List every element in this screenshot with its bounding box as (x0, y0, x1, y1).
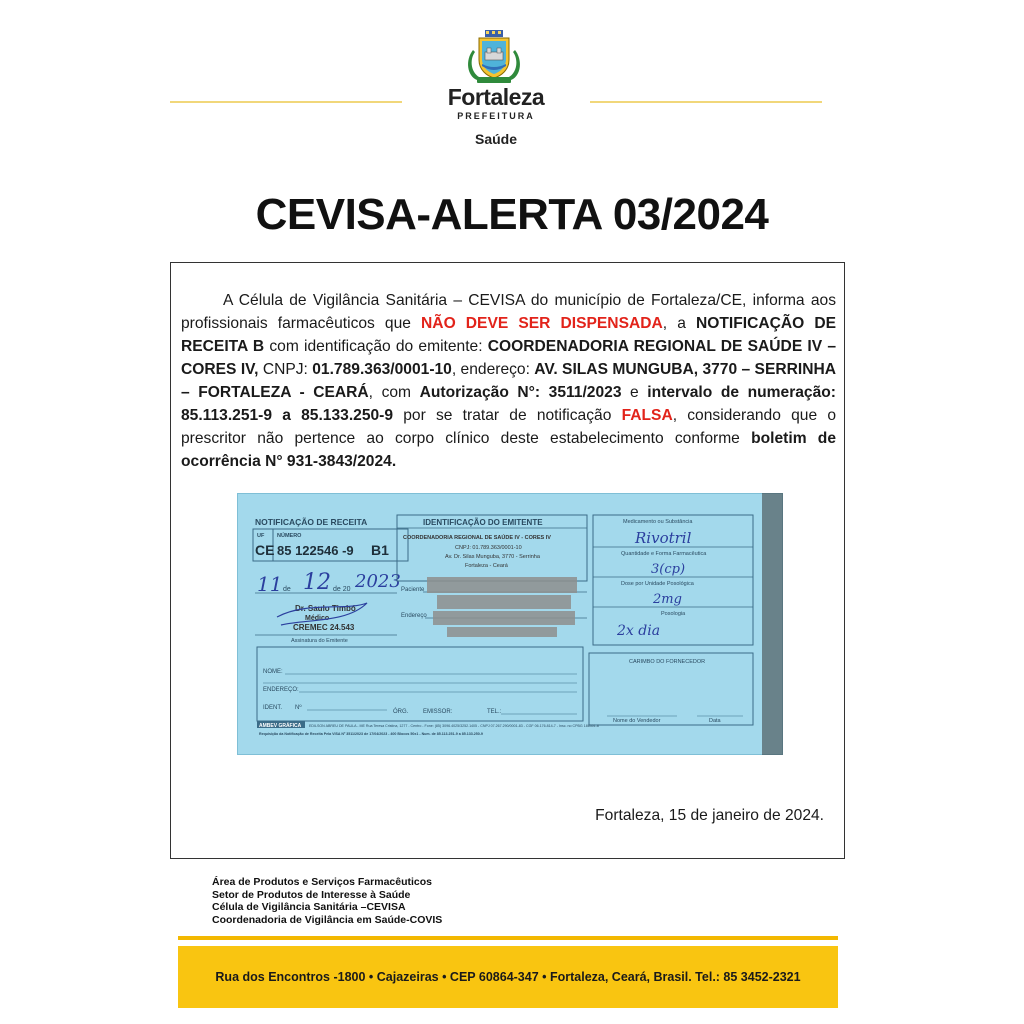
redaction-bar (447, 627, 557, 637)
alert-warning: NÃO DEVE SER DISPENSADA (421, 315, 663, 332)
form-comprador-n: Nº (295, 705, 302, 711)
alert-text: por se tratar de notificação (393, 407, 622, 424)
form-dose-label: Dose por Unidade Posológica (621, 581, 694, 587)
header-rule-right (590, 101, 822, 103)
form-date-year: 2023 (355, 571, 401, 592)
signature-line: Área de Produtos e Serviços Farmacêuticos (212, 876, 433, 888)
footer-address: Rua dos Encontros -1800 • Cajazeiras • CEP 60864-347 • Fortaleza, Ceará, Brasil. Tel.: 85 3452-2321 (215, 970, 801, 984)
form-number: 85 122546 -9 (277, 543, 354, 558)
footer-address-bar (178, 946, 838, 1008)
form-date-de-year: de 20 (333, 586, 351, 593)
form-sign-label: Assinatura do Emitente (291, 638, 348, 644)
department-name: Saúde (474, 131, 517, 147)
form-comprador-endereco: ENDEREÇO: (263, 687, 299, 693)
form-emitente-addr: Av. Dr. Silas Munguba, 3770 - Serrinha (445, 554, 540, 560)
form-emitente-title: IDENTIFICAÇÃO DO EMITENTE (423, 518, 543, 527)
form-notif-title: NOTIFICAÇÃO DE RECEITA (255, 517, 368, 527)
form-emitente-cnpj: CNPJ: 01.789.363/0001-10 (455, 545, 522, 551)
signature-line: Célula de Vigilância Sanitária –CEVISA (212, 901, 406, 913)
alert-issuer: COORDENADORIA REGIONAL DE SAÚDE IV – CORES IV, (181, 338, 837, 378)
prescription-photo (237, 493, 783, 755)
form-emitente-org: COORDENADORIA REGIONAL DE SAÚDE IV - CORES IV (403, 535, 551, 541)
form-data: Data (709, 718, 721, 724)
alert-text: , com (368, 384, 420, 401)
alert-text: com identificação do emitente: (264, 338, 488, 355)
form-qty-label: Quantidade e Forma Farmacêutica (621, 551, 707, 557)
alert-text: CNPJ: (258, 361, 313, 378)
form-med-value: Rivotril (635, 529, 692, 547)
form-vendedor: Nome do Vendedor (613, 718, 661, 724)
alert-frame (170, 262, 845, 859)
form-date-day: 11 (257, 572, 283, 596)
form-doctor-role: Médico (305, 615, 330, 622)
form-comprador-emissor: EMISSOR: (423, 709, 453, 715)
form-imprint: EDILSON ABREU DE PAULA - ME Rua Teresa Cristina, 1277 - Centro - Fone: (85) 3096.4025/3252.1405 - CNPJ 07.267.290/0001-83 - CGF 06.176.814-7 - Insc. no CPBG 186301-8 (309, 724, 599, 728)
fortaleza-crest-icon (463, 30, 525, 86)
alert-paragraph (181, 289, 836, 473)
alert-text: , a (662, 315, 696, 332)
signature-block (212, 876, 442, 926)
redaction-bar (437, 595, 571, 609)
brand-subtitle: PREFEITURA (457, 111, 535, 121)
photo-shadow-edge (762, 493, 783, 755)
alert-text: , considerando que o prescritor não pertence ao corpo clínico deste estabelecimento conforme (181, 407, 836, 447)
form-pos-label: Posologia (661, 611, 686, 617)
form-doctor-crm: CREMEC 24.543 (293, 623, 355, 632)
alert-text: , endereço: (451, 361, 535, 378)
alert-range: intervalo de numeração: 85.113.251-9 a 85.133.250-9 (181, 384, 836, 424)
alert-false: FALSA (621, 407, 673, 424)
form-med-label: Medicamento ou Substância (623, 519, 693, 525)
form-printer: AMBEV GRÁFICA (259, 723, 302, 729)
form-dose-value: 2mg (653, 592, 682, 607)
page-title: CEVISA-ALERTA 03/2024 (255, 190, 769, 239)
form-comprador-nome: NOME: (263, 669, 283, 675)
form-pos-value: 2x dia (617, 623, 661, 639)
form-paciente-label: Paciente (401, 587, 425, 593)
date-line: Fortaleza, 15 de janeiro de 2024. (595, 807, 824, 824)
alert-police-report: boletim de ocorrência N° 931-3843/2024. (181, 430, 836, 470)
form-type: B1 (371, 542, 389, 558)
form-comprador-org: ÓRG. (393, 709, 409, 715)
redaction-bar (433, 611, 575, 625)
form-emitente-city: Fortaleza - Ceará (465, 563, 508, 569)
form-carimbo: CARIMBO DO FORNECEDOR (629, 659, 706, 665)
form-comprador-ident: IDENT. (263, 705, 283, 711)
header-rule-left (170, 101, 402, 103)
alert-cnpj: 01.789.363/0001-10 (312, 361, 452, 378)
form-numero-label: NÚMERO (277, 533, 302, 539)
form-qty-value: 3(cp) (651, 562, 686, 577)
signature-line: Setor de Produtos de Interesse à Saúde (212, 888, 411, 901)
alert-document-type: NOTIFICAÇÃO DE RECEITA B (181, 315, 837, 355)
form-doctor-name: Dr. Saulo Timbó (295, 604, 356, 613)
form-uf-label: UF (257, 533, 265, 539)
signature-line: Coordenadoria de Vigilância em Saúde-COVIS (212, 913, 443, 926)
form-uf: CE (255, 542, 275, 558)
brand-name: Fortaleza (447, 84, 545, 110)
form-date-de: de (283, 586, 291, 593)
form-endereco-label: Endereço (401, 613, 427, 619)
brand-block (396, 84, 596, 147)
form-comprador-tel: TEL.: (487, 709, 502, 715)
form-imprint: Requisição da Notificação de Receita Pela VISA Nº 3511/2023 de 17/04/2023 - 400 Blocos 50x1 - Num. de 85.113.251-9 a 85.133.250-9 (259, 732, 483, 736)
alert-text: e (621, 384, 648, 401)
alert-text: A Célula de Vigilância Sanitária – CEVISA do município de Fortaleza/CE, informa aos profissionais farmacêuticos que (181, 292, 836, 332)
form-date-month: 12 (303, 570, 331, 595)
footer-rule (178, 936, 838, 940)
redaction-bar (427, 577, 577, 593)
alert-authorization: Autorização N°: 3511/2023 (419, 384, 622, 401)
alert-address: AV. SILAS MUNGUBA, 3770 – SERRINHA – FORTALEZA - CEARÁ (181, 361, 836, 401)
